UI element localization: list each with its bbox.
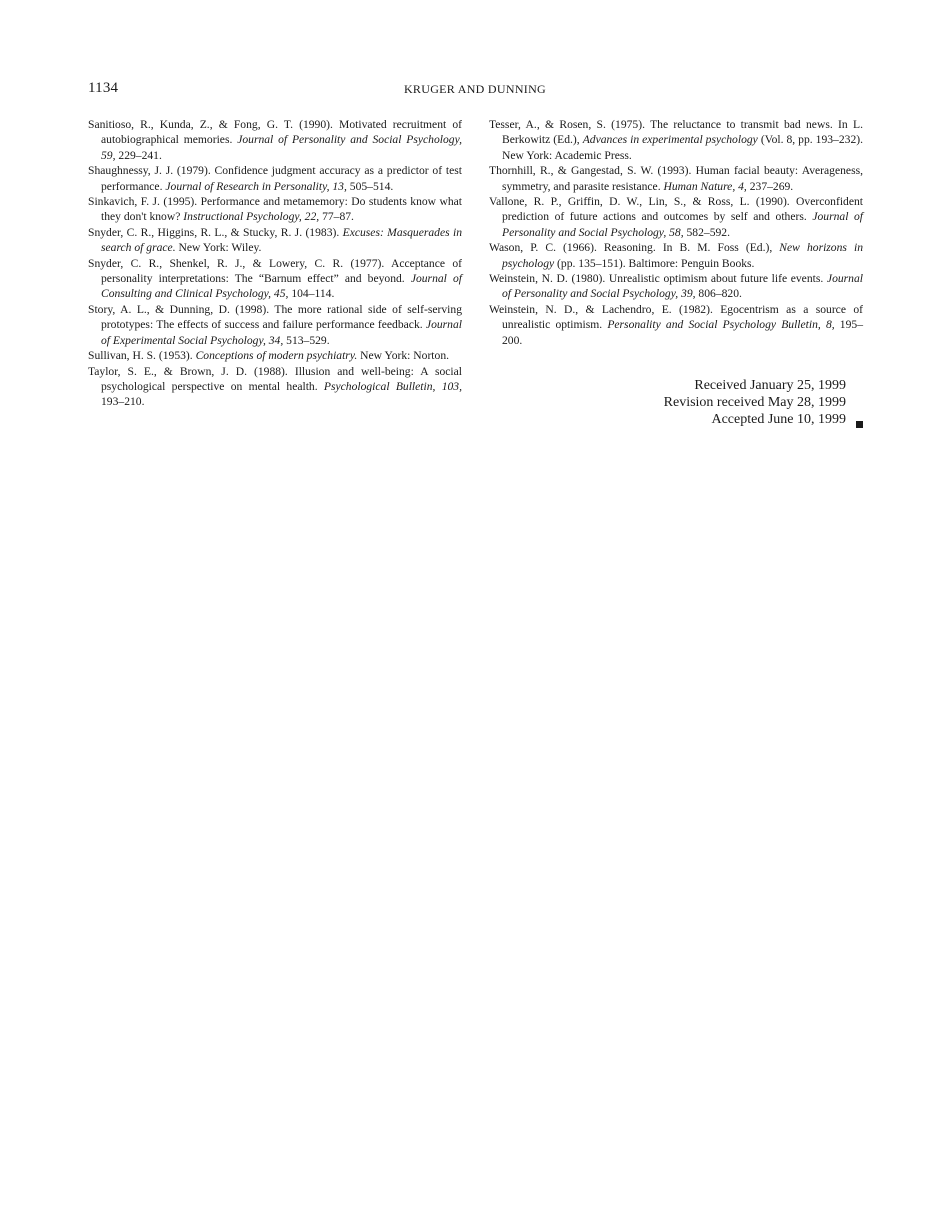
reference-entry: Snyder, C. R., Higgins, R. L., & Stucky, R. J. (1983). Excuses: Masquerades in search of grace. New York: Wiley. (88, 225, 462, 255)
reference-entry: Snyder, C. R., Shenkel, R. J., & Lowery, C. R. (1977). Acceptance of personality interpretations: The “Barnum effect” and beyond. Journal of Consulting and Clinical Psychology, 45, 104–114. (88, 256, 462, 301)
reference-entry: Weinstein, N. D., & Lachendro, E. (1982). Egocentrism as a source of unrealistic optimism. Personality and Social Psychology Bulletin, 8, 195–200. (489, 302, 863, 347)
reference-entry: Wason, P. C. (1966). Reasoning. In B. M. Foss (Ed.), New horizons in psychology (pp. 135–151). Baltimore: Penguin Books. (489, 241, 863, 270)
reference-entry: Shaughnessy, J. J. (1979). Confidence judgment accuracy as a predictor of test performance. Journal of Research in Personality, 13, 505–514. (88, 164, 462, 193)
reference-entry: Sanitioso, R., Kunda, Z., & Fong, G. T. (1990). Motivated recruitment of autobiographical memories. Journal of Personality and Social Psychology, 59, 229–241. (88, 118, 462, 162)
reference-entry: Vallone, R. P., Griffin, D. W., Lin, S., & Ross, L. (1990). Overconfident prediction of future actions and outcomes by self and others. Journal of Personality and Social Psychology, 58, 582–592. (489, 195, 863, 239)
reference-entry: Sullivan, H. S. (1953). Conceptions of modern psychiatry. New York: Norton. (88, 349, 450, 363)
references-right-column (489, 117, 863, 348)
page-number: 1134 (88, 80, 119, 96)
reference-entry: Thornhill, R., & Gangestad, S. W. (1993). Human facial beauty: Averageness, symmetry, and parasite resistance. Human Nature, 4, 237–269. (489, 164, 863, 193)
reference-entry: Taylor, S. E., & Brown, J. D. (1988). Illusion and well-being: A social psychological perspective on mental health. Psychological Bulletin, 103, 193–210. (88, 364, 462, 409)
reference-entry: Tesser, A., & Rosen, S. (1975). The reluctance to transmit bad news. In L. Berkowitz (Ed.), Advances in experimental psychology (Vol. 8, pp. 193–232). New York: Academic Press. (489, 118, 864, 162)
end-square-icon (856, 421, 863, 428)
end-of-article-marker (848, 416, 863, 434)
running-head: KRUGER AND DUNNING (403, 82, 547, 96)
revision-date: Revision received May 28, 1999 (663, 395, 846, 411)
reference-entry: Story, A. L., & Dunning, D. (1998). The more rational side of self-serving prototypes: The effects of success and failure performance feedback. Journal of Experimental Social Psychology, 34, 513–529. (88, 302, 462, 347)
references-left-column (88, 117, 462, 410)
manuscript-dates (664, 377, 846, 429)
received-date: Received January 25, 1999 (694, 378, 846, 393)
reference-entry: Weinstein, N. D. (1980). Unrealistic optimism about future life events. Journal of Personality and Social Psychology, 39, 806–820. (489, 272, 863, 301)
accepted-date: Accepted June 10, 1999 (711, 412, 846, 428)
reference-entry: Sinkavich, F. J. (1995). Performance and metamemory: Do students know what they don't know? Instructional Psychology, 22, 77–87. (88, 195, 462, 224)
